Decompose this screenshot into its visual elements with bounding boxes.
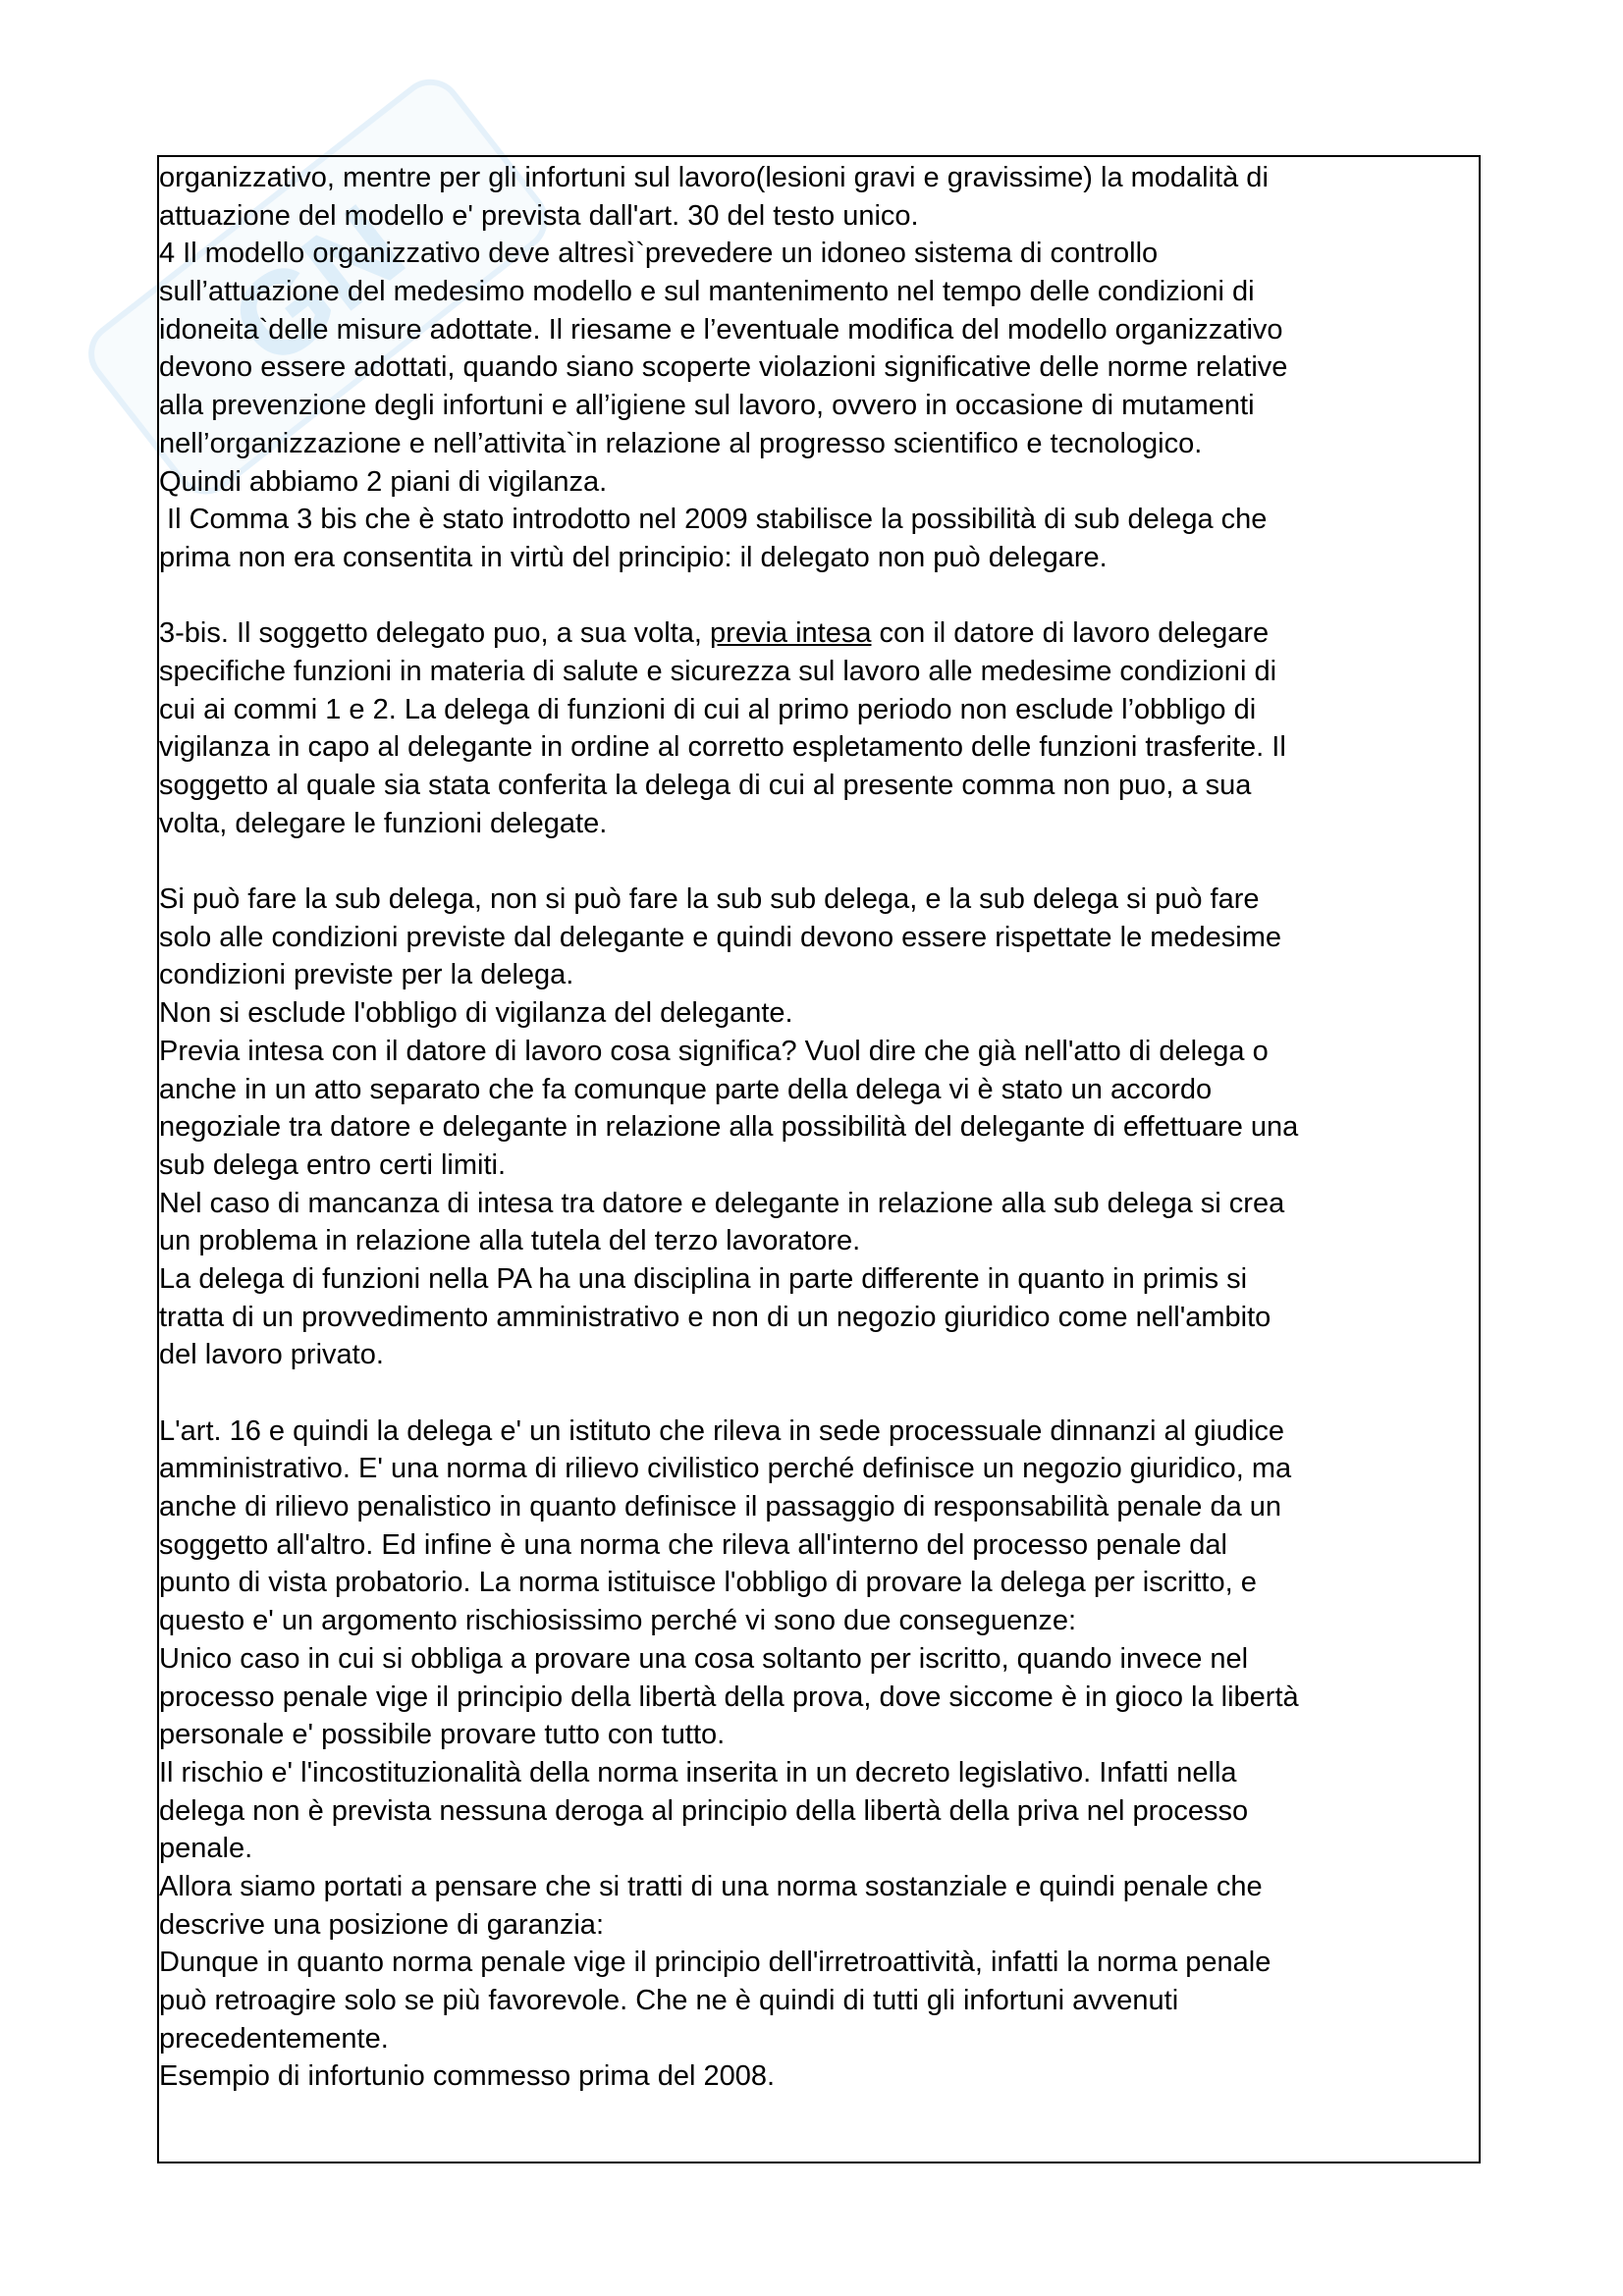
text-line: specifiche funzioni in materia di salute e sicurezza sul lavoro alle medesime condizioni di <box>159 655 1277 687</box>
text-line: alla prevenzione degli infortuni e all’igiene sul lavoro, ovvero in occasione di mutamenti <box>159 390 1255 422</box>
text-line: un problema in relazione alla tutela del terzo lavoratore. <box>159 1225 861 1257</box>
text-line: Il rischio e' l'incostituzionalità della norma inserita in un decreto legislativo. Infatti nella <box>159 1756 1237 1789</box>
text-line: Previa intesa con il datore di lavoro cosa significa? Vuol dire che già nell'atto di delega o <box>159 1035 1269 1067</box>
text-line: attuazione del modello e' prevista dall'art. 30 del testo unico. <box>159 199 919 232</box>
text-line: del lavoro privato. <box>159 1339 384 1371</box>
text-line: processo penale vige il principio della libertà della prova, dove siccome è in gioco la libertà <box>159 1681 1299 1713</box>
text-line: nell’organizzazione e nell’attivita`in relazione al progresso scientifico e tecnologico. <box>159 427 1203 459</box>
text-line: Allora siamo portati a pensare che si tratti di una norma sostanziale e quindi penale che <box>159 1870 1263 1902</box>
text-line: solo alle condizioni previste dal delegante e quindi devono essere rispettate le medesime <box>159 921 1281 953</box>
text-line: soggetto all'altro. Ed infine è una norma che rileva all'interno del processo penale dal <box>159 1528 1227 1561</box>
text-line: cui ai commi 1 e 2. La delega di funzioni di cui al primo periodo non esclude l’obbligo di <box>159 693 1257 725</box>
text-line: Si può fare la sub delega, non si può fare la sub sub delega, e la sub delega si può fare <box>159 883 1260 916</box>
text-line: sull’attuazione del medesimo modello e sul mantenimento nel tempo delle condizioni di <box>159 276 1255 308</box>
text-line: Non si esclude l'obbligo di vigilanza del delegante. <box>159 997 793 1030</box>
text-line: condizioni previste per la delega. <box>159 959 574 991</box>
paragraph-gap <box>159 842 1480 881</box>
text-line: idoneita`delle misure adottate. Il riesame e l’eventuale modifica del modello organizzativo <box>159 313 1283 346</box>
text-line: può retroagire solo se più favorevole. Che ne è quindi di tutti gli infortuni avvenuti <box>159 1985 1179 2016</box>
text-line: devono essere adottati, quando siano scoperte violazioni significative delle norme relative <box>159 351 1288 384</box>
text-line: prima non era consentita in virtù del principio: il delegato non può delegare. <box>159 541 1108 573</box>
text-line: anche in un atto separato che fa comunque parte della delega vi è stato un accordo <box>159 1073 1213 1105</box>
text-line: Dunque in quanto norma penale vige il principio dell'irretroattività, infatti la norma penale <box>159 1947 1271 1979</box>
text-line: descrive una posizione di garanzia: <box>159 1908 604 1941</box>
text-line: Unico caso in cui si obbliga a provare una cosa soltanto per iscritto, quando invece nel <box>159 1642 1249 1675</box>
text-line: volta, delegare le funzioni delegate. <box>159 807 608 839</box>
text-line: precedentemente. <box>159 2022 389 2055</box>
text-line: negoziale tra datore e delegante in relazione alla possibilità del delegante di effettuare una <box>159 1111 1299 1144</box>
text-line: Nel caso di mancanza di intesa tra datore e delegante in relazione alla sub delega si crea <box>159 1187 1285 1219</box>
text-line: delega non è prevista nessuna deroga al principio della libertà della priva nel processo <box>159 1794 1249 1827</box>
paragraph-gap <box>159 1374 1480 1413</box>
text-line: sub delega entro certi limiti. <box>159 1148 506 1181</box>
text-line: tratta di un provvedimento amministrativo e non di un negozio giuridico come nell'ambito <box>159 1301 1271 1333</box>
text-line: Quindi abbiamo 2 piani di vigilanza. <box>159 465 608 498</box>
paragraph-gap <box>159 577 1480 615</box>
text-line: vigilanza in capo al delegante in ordine al corretto espletamento delle funzioni trasferite. Il <box>159 731 1286 764</box>
text-line: Il Comma 3 bis che è stato introdotto nel 2009 stabilisce la possibilità di sub delega che <box>159 504 1268 536</box>
text-line: La delega di funzioni nella PA ha una disciplina in parte differente in quanto in primis si <box>159 1262 1248 1295</box>
text-line: penale. <box>159 1833 253 1865</box>
watermark-text: GN <box>207 180 428 393</box>
text-line: soggetto al quale sia stata conferita la delega di cui al presente comma non puo, a sua <box>159 770 1252 801</box>
document-body <box>159 159 1480 2096</box>
text-line: L'art. 16 e quindi la delega e' un istituto che rileva in sede processuale dinnanzi al giudice <box>159 1415 1285 1447</box>
text-line: 4 Il modello organizzativo deve altresì`prevedere un idoneo sistema di controllo <box>159 238 1159 270</box>
text-line: 3-bis. Il soggetto delegato puo, a sua volta, previa intesa con il datore di lavoro delegare <box>159 617 1270 650</box>
text-line: organizzativo, mentre per gli infortuni sul lavoro(lesioni gravi e gravissime) la modalità di <box>159 162 1269 193</box>
text-line: punto di vista probatorio. La norma istituisce l'obbligo di provare la delega per iscritto, e <box>159 1567 1257 1599</box>
text-line: amministrativo. E' una norma di rilievo civilistico perché definisce un negozio giuridico, ma <box>159 1453 1292 1485</box>
text-line: Esempio di infortunio commesso prima del 2008. <box>159 2060 776 2093</box>
text-line: personale e' possibile provare tutto con tutto. <box>159 1719 726 1751</box>
text-line: questo e' un argomento rischiosissimo perché vi sono due conseguenze: <box>159 1605 1077 1637</box>
underlined-phrase: previa intesa <box>710 617 872 650</box>
text-line: anche di rilievo penalistico in quanto definisce il passaggio di responsabilità penale da un <box>159 1491 1282 1523</box>
